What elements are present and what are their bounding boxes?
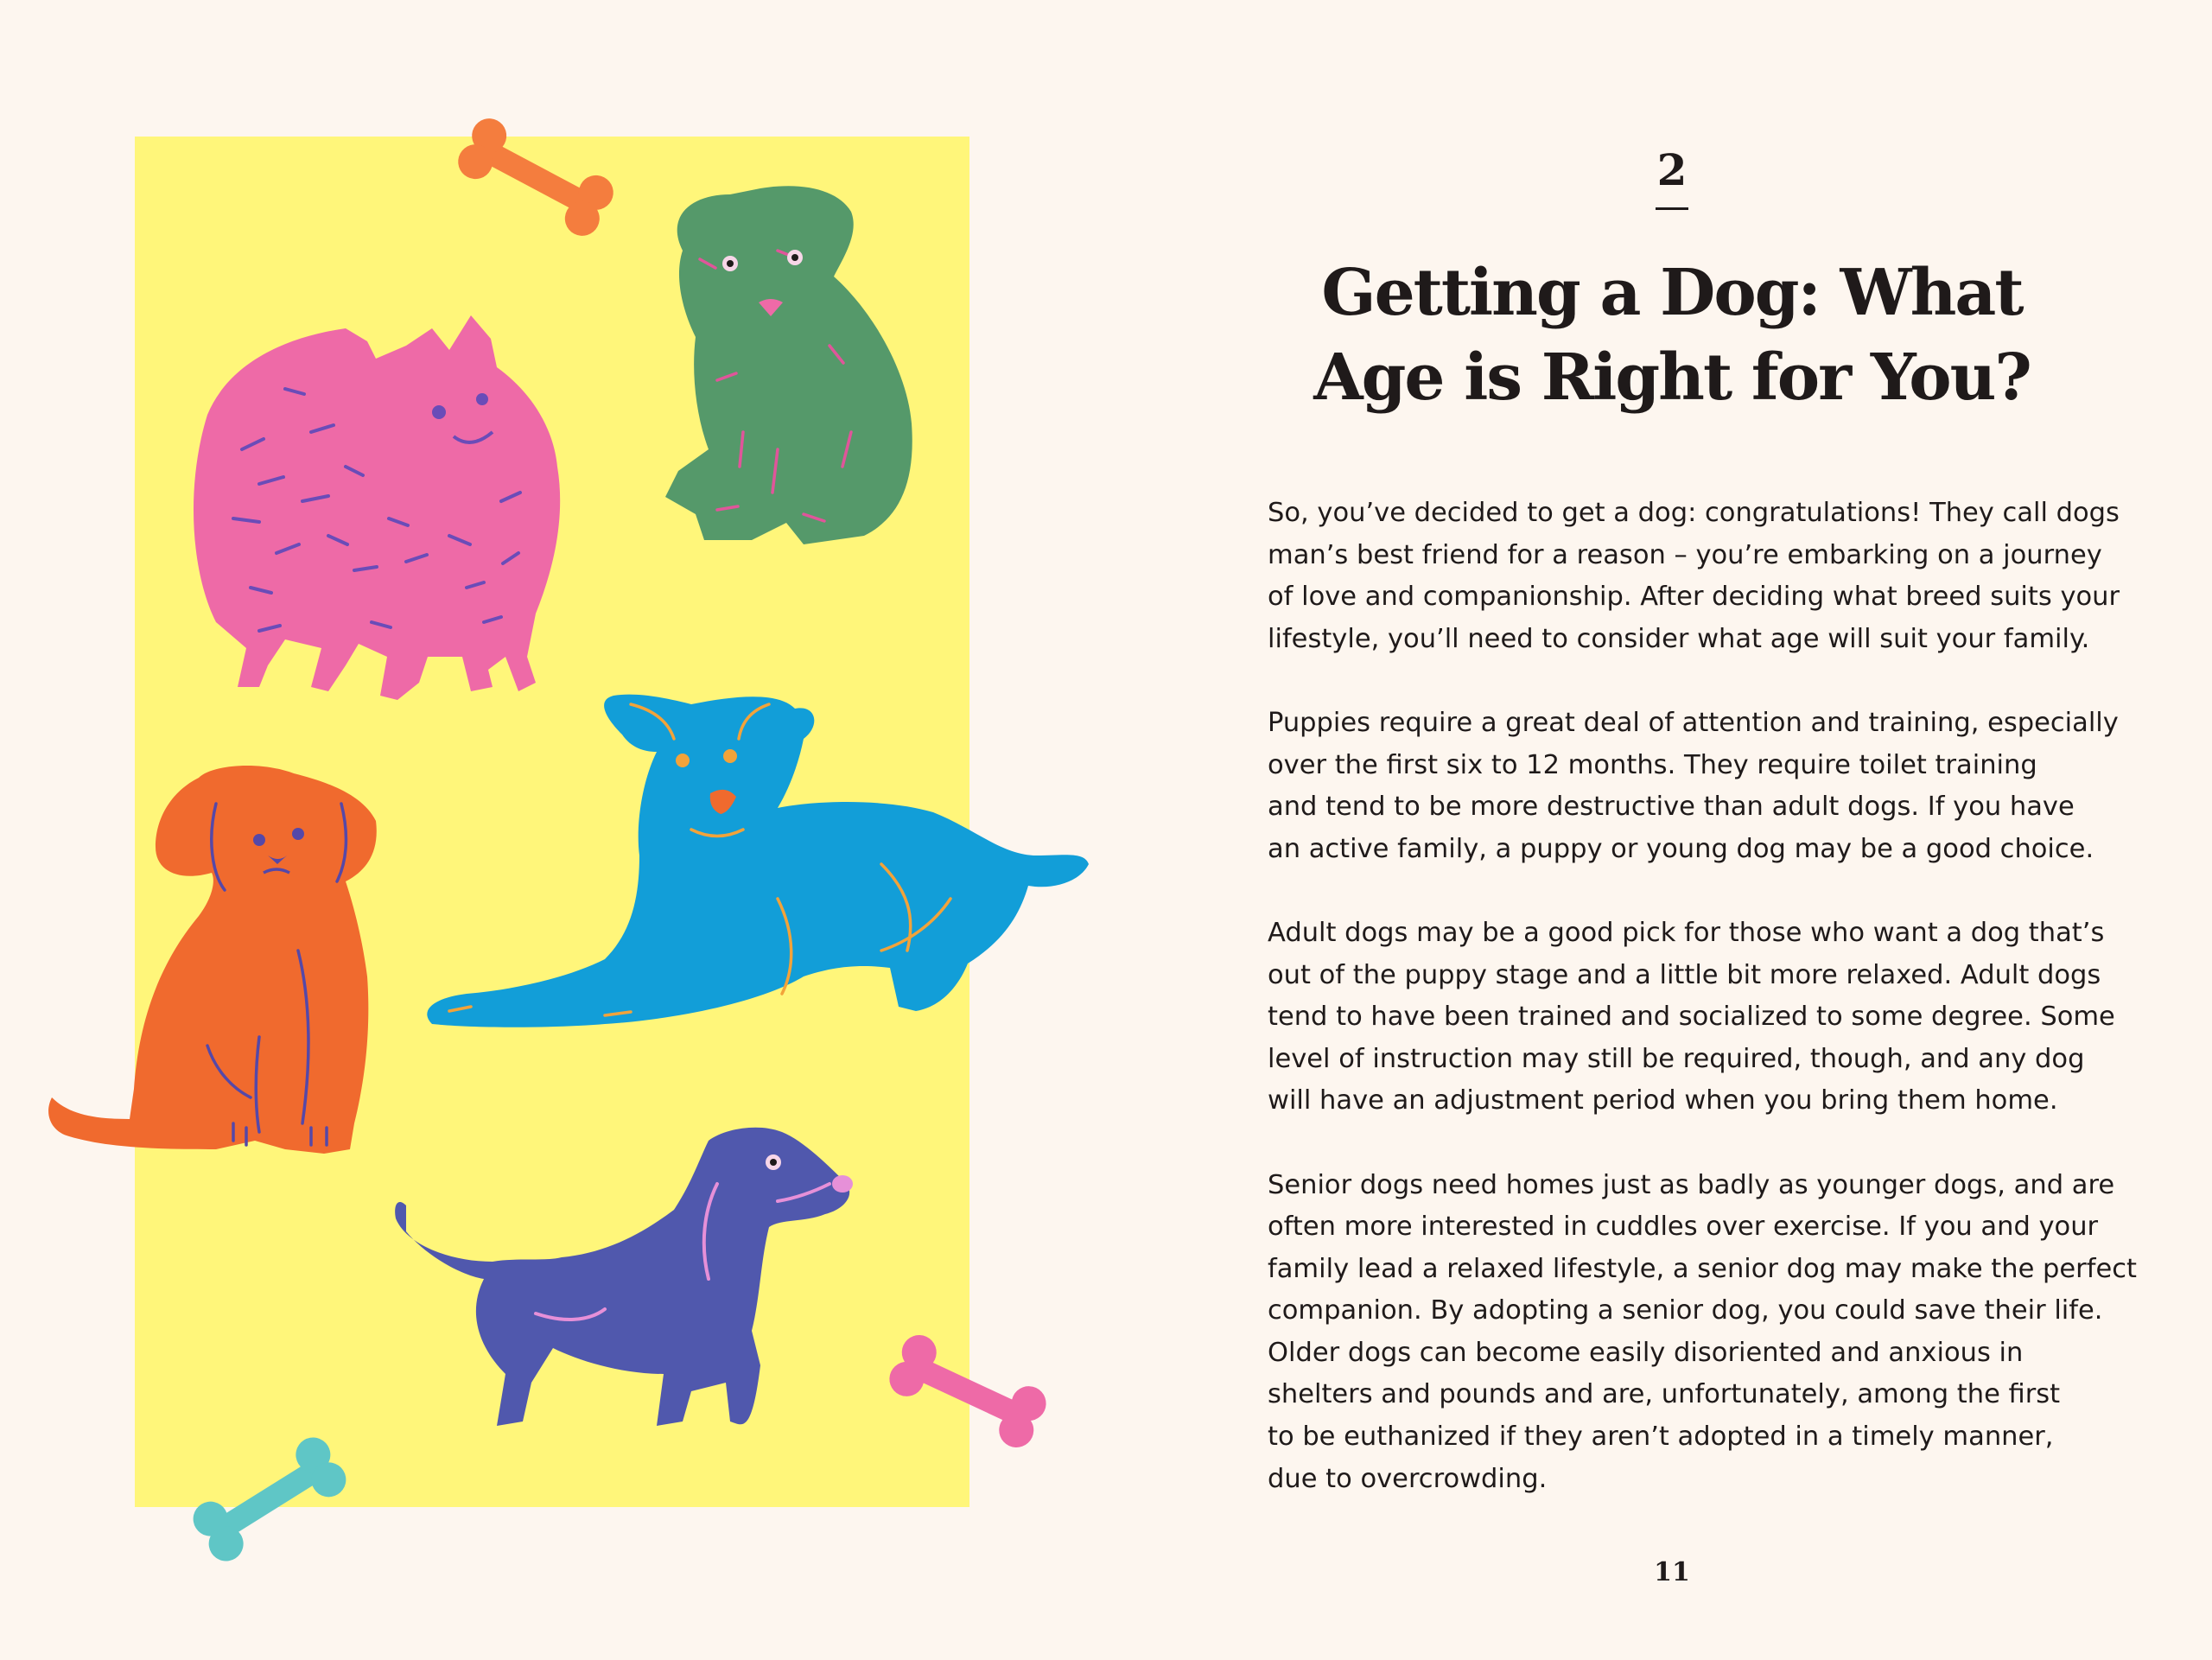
paragraph <box>1268 703 2119 870</box>
chapter-title-line: Getting a Dog: What <box>1321 256 2023 330</box>
text-line: shelters and pounds and are, unfortunately, among the first <box>1268 1379 2061 1410</box>
spaniel-dog-icon <box>48 766 377 1154</box>
text-line: Senior dogs need homes just as badly as younger dogs, and are <box>1268 1169 2115 1200</box>
terrier-dog-icon <box>665 186 912 544</box>
body-text <box>1268 493 2137 1542</box>
text-line: often more interested in cuddles over exercise. If you and your <box>1268 1212 2099 1243</box>
paragraph <box>1268 1165 2137 1501</box>
text-line: Puppies require a great deal of attention and training, especially <box>1268 707 2119 738</box>
chapter-title-line: Age is Right for You? <box>1313 340 2031 415</box>
text-line: and tend to be more destructive than adult dogs. If you have <box>1268 792 2075 823</box>
text-line: Adult dogs may be a good pick for those who want a dog that’s <box>1268 917 2105 948</box>
chapter-number: 2 <box>1656 144 1688 195</box>
text-line: family lead a relaxed lifestyle, a senior dog may make the perfect <box>1268 1253 2137 1284</box>
chapter-title <box>1262 251 2082 420</box>
text-line: Older dogs can become easily disoriented and anxious in <box>1268 1337 2024 1368</box>
text-line: tend to have been trained and socialized to some degree. Some <box>1268 1002 2115 1033</box>
page-number: 11 <box>1654 1557 1690 1587</box>
bone-icon <box>884 1329 1052 1453</box>
pitbull-dog-icon <box>427 695 1089 1027</box>
text-line: level of instruction may still be required, though, and any dog <box>1268 1043 2085 1074</box>
text-line: lifestyle, you’ll need to consider what age will suit your family. <box>1268 623 2090 654</box>
pomeranian-dog-icon <box>194 315 560 700</box>
text-line: companion. By adopting a senior dog, you could save their life. <box>1268 1295 2103 1326</box>
text-line: will have an adjustment period when you bring them home. <box>1268 1085 2058 1116</box>
text-line: So, you’ve decided to get a dog: congratulations! They call dogs <box>1268 498 2120 528</box>
paragraph <box>1268 913 2114 1123</box>
text-line: over the first six to 12 months. They require toilet training <box>1268 749 2037 780</box>
bone-icon <box>452 112 620 242</box>
text-line: to be euthanized if they aren’t adopted in a timely manner, <box>1268 1421 2054 1453</box>
bone-icon <box>187 1431 353 1568</box>
chapter-number-rule <box>1656 207 1688 210</box>
text-line: of love and companionship. After deciding what breed suits your <box>1268 582 2120 613</box>
text-line: man’s best friend for a reason – you’re embarking on a journey <box>1268 539 2102 570</box>
text-line: out of the puppy stage and a little bit more relaxed. Adult dogs <box>1268 959 2101 990</box>
dachshund-dog-icon <box>395 1128 853 1426</box>
paragraph <box>1268 493 2120 660</box>
text-line: an active family, a puppy or young dog may be a good choice. <box>1268 833 2094 864</box>
text-line: due to overcrowding. <box>1268 1463 1548 1494</box>
